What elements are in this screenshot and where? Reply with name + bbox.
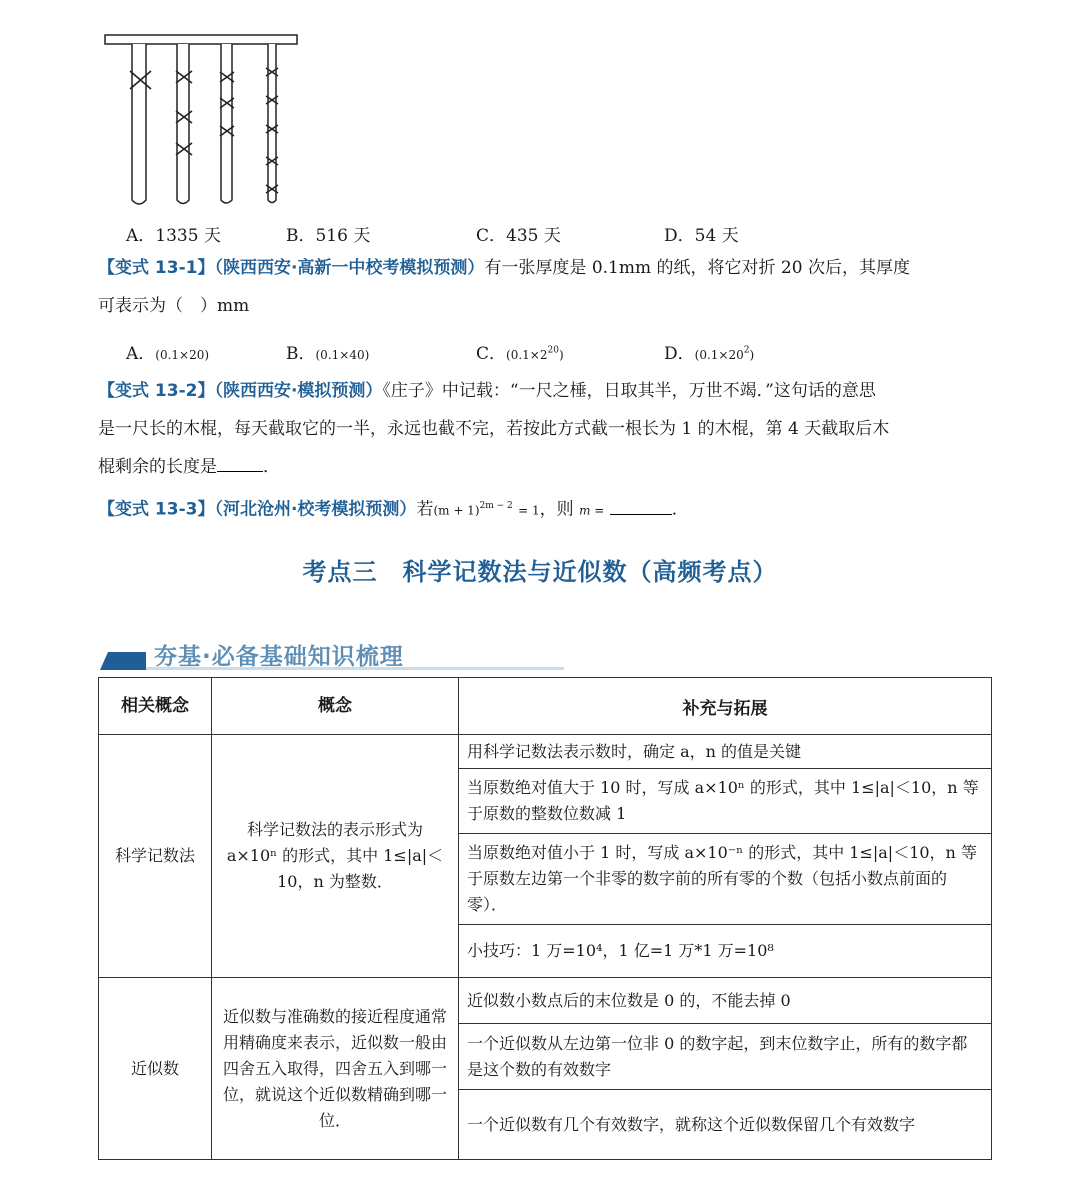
option-expr-end: ) [558, 348, 564, 362]
option-expr: (0.1×2 [506, 348, 548, 362]
variant-3-line [98, 487, 689, 530]
banner-bar [100, 652, 146, 670]
note-cell: 一个近似数有几个有效数字，就称这个近似数保留几个有效数字 [459, 1090, 992, 1160]
variant-3-tag: 【变式 13-3】 [98, 499, 215, 520]
variant-1-option-b [286, 339, 369, 364]
variant-1-option-a [126, 339, 209, 364]
variant-3-prefix: 若 [416, 499, 434, 520]
option-expr: (0.1×20) [155, 348, 210, 362]
note-cell: 小技巧：1 万=10⁴，1 亿=1 万*1 万=10⁸ [459, 925, 992, 978]
variant-3-expr-exp: 2m − 2 [479, 501, 513, 511]
answer-blank[interactable] [610, 498, 672, 515]
concept-approximate-number: 近似数 [99, 978, 212, 1160]
banner-title: 夯基·必备基础知识梳理 [154, 644, 404, 670]
knowledge-banner [100, 636, 564, 676]
variant-1-text-2: 可表示为（ ）mm [98, 296, 250, 316]
option-expr: (0.1×20 [694, 348, 744, 362]
variant-1-option-d [664, 339, 754, 364]
stick-4 [268, 44, 276, 203]
stick-1 [132, 44, 146, 204]
variant-2-line-1 [98, 372, 876, 410]
variant-3-middle: ，则 [539, 499, 574, 520]
answer-blank[interactable] [217, 455, 263, 472]
variant-2-text-end: ． [263, 457, 280, 477]
variant-1-option-c [476, 339, 564, 364]
top-bar [105, 35, 297, 44]
variant-2-line-3 [98, 448, 280, 486]
table-header-row [99, 678, 992, 735]
variant-3-var: m = [579, 503, 605, 518]
note-cell: 当原数绝对值大于 10 时，写成 a×10ⁿ 的形式，其中 1≤|a|＜10，n 等于原数的整数位数减 1 [459, 769, 992, 834]
variant-1-line-1 [98, 249, 910, 287]
option-expr: (0.1×40) [315, 348, 370, 362]
variant-3-expr-base: (m + 1) [433, 503, 480, 518]
option-a: A．1335 天 [126, 226, 221, 246]
variant-2-tag: 【变式 13-2】 [98, 381, 215, 401]
note-cell: 用科学记数法表示数时，确定 a，n 的值是关键 [459, 735, 992, 769]
option-c: C．435 天 [476, 226, 561, 246]
section-title: 考点三 科学记数法与近似数（高频考点） [302, 558, 778, 586]
definition-scientific-notation: 科学记数法的表示形式为 a×10ⁿ 的形式，其中 1≤|a|＜10，n 为整数． [212, 735, 459, 978]
variant-2-source: （陕西西安·模拟预测） [214, 381, 383, 401]
option-label: D． [664, 344, 695, 364]
stick-3 [221, 44, 232, 203]
option-label: A． [126, 344, 156, 364]
variant-3-source: （河北沧州·校考模拟预测） [214, 499, 417, 520]
knowledge-table [98, 677, 992, 1160]
option-b: B．516 天 [286, 226, 371, 246]
option-exponent: 20 [547, 345, 559, 356]
option-d: D．54 天 [664, 226, 739, 246]
note-cell: 近似数小数点后的末位数是 0 的，不能去掉 0 [459, 978, 992, 1024]
sticks-illustration [100, 30, 310, 210]
variant-1-text-1: 有一张厚度是 0.1mm 的纸，将它对折 20 次后，其厚度 [484, 258, 910, 278]
table-row [99, 978, 992, 1024]
stick-2 [177, 44, 189, 204]
cut-marks [130, 68, 278, 193]
variant-2-text-3: 棍剩余的长度是 [98, 457, 217, 477]
option-expr-end: ) [749, 348, 755, 362]
option-label: B． [286, 344, 316, 364]
variant-3-expr-rest: = 1 [518, 503, 540, 518]
variant-2-text-1: 《庄子》中记载：“一尺之棰，日取其半，万世不竭．”这句话的意思 [382, 381, 876, 401]
table-row [99, 735, 992, 769]
variant-1-source: （陕西西安·高新一中校考模拟预测） [214, 258, 485, 278]
variant-1-tag: 【变式 13-1】 [98, 258, 215, 278]
note-cell: 当原数绝对值小于 1 时，写成 a×10⁻ⁿ 的形式，其中 1≤|a|＜10，n 等于原数左边第一个非零的数字前的所有零的个数（包括小数点前面的零）． [459, 834, 992, 925]
header-supplement: 补充与拓展 [459, 678, 992, 735]
note-cell: 一个近似数从左边第一位非 0 的数字起，到末位数字止，所有的数字都是这个数的有效数字 [459, 1024, 992, 1090]
option-label: C． [476, 344, 507, 364]
variant-3-end: ． [671, 499, 689, 520]
variant-2-text-2: 是一尺长的木棍，每天截取它的一半，永远也截不完，若按此方式截一根长为 1 的木棍，第 4 天截取后木 [98, 419, 890, 439]
header-related-concept: 相关概念 [99, 678, 212, 735]
concept-scientific-notation: 科学记数法 [99, 735, 212, 978]
definition-approximate-number: 近似数与准确数的接近程度通常用精确度来表示，近似数一般由四舍五入取得，四舍五入到哪一位，就说这个近似数精确到哪一位． [212, 978, 459, 1160]
header-concept: 概念 [212, 678, 459, 735]
option-exponent: 2 [743, 345, 750, 356]
